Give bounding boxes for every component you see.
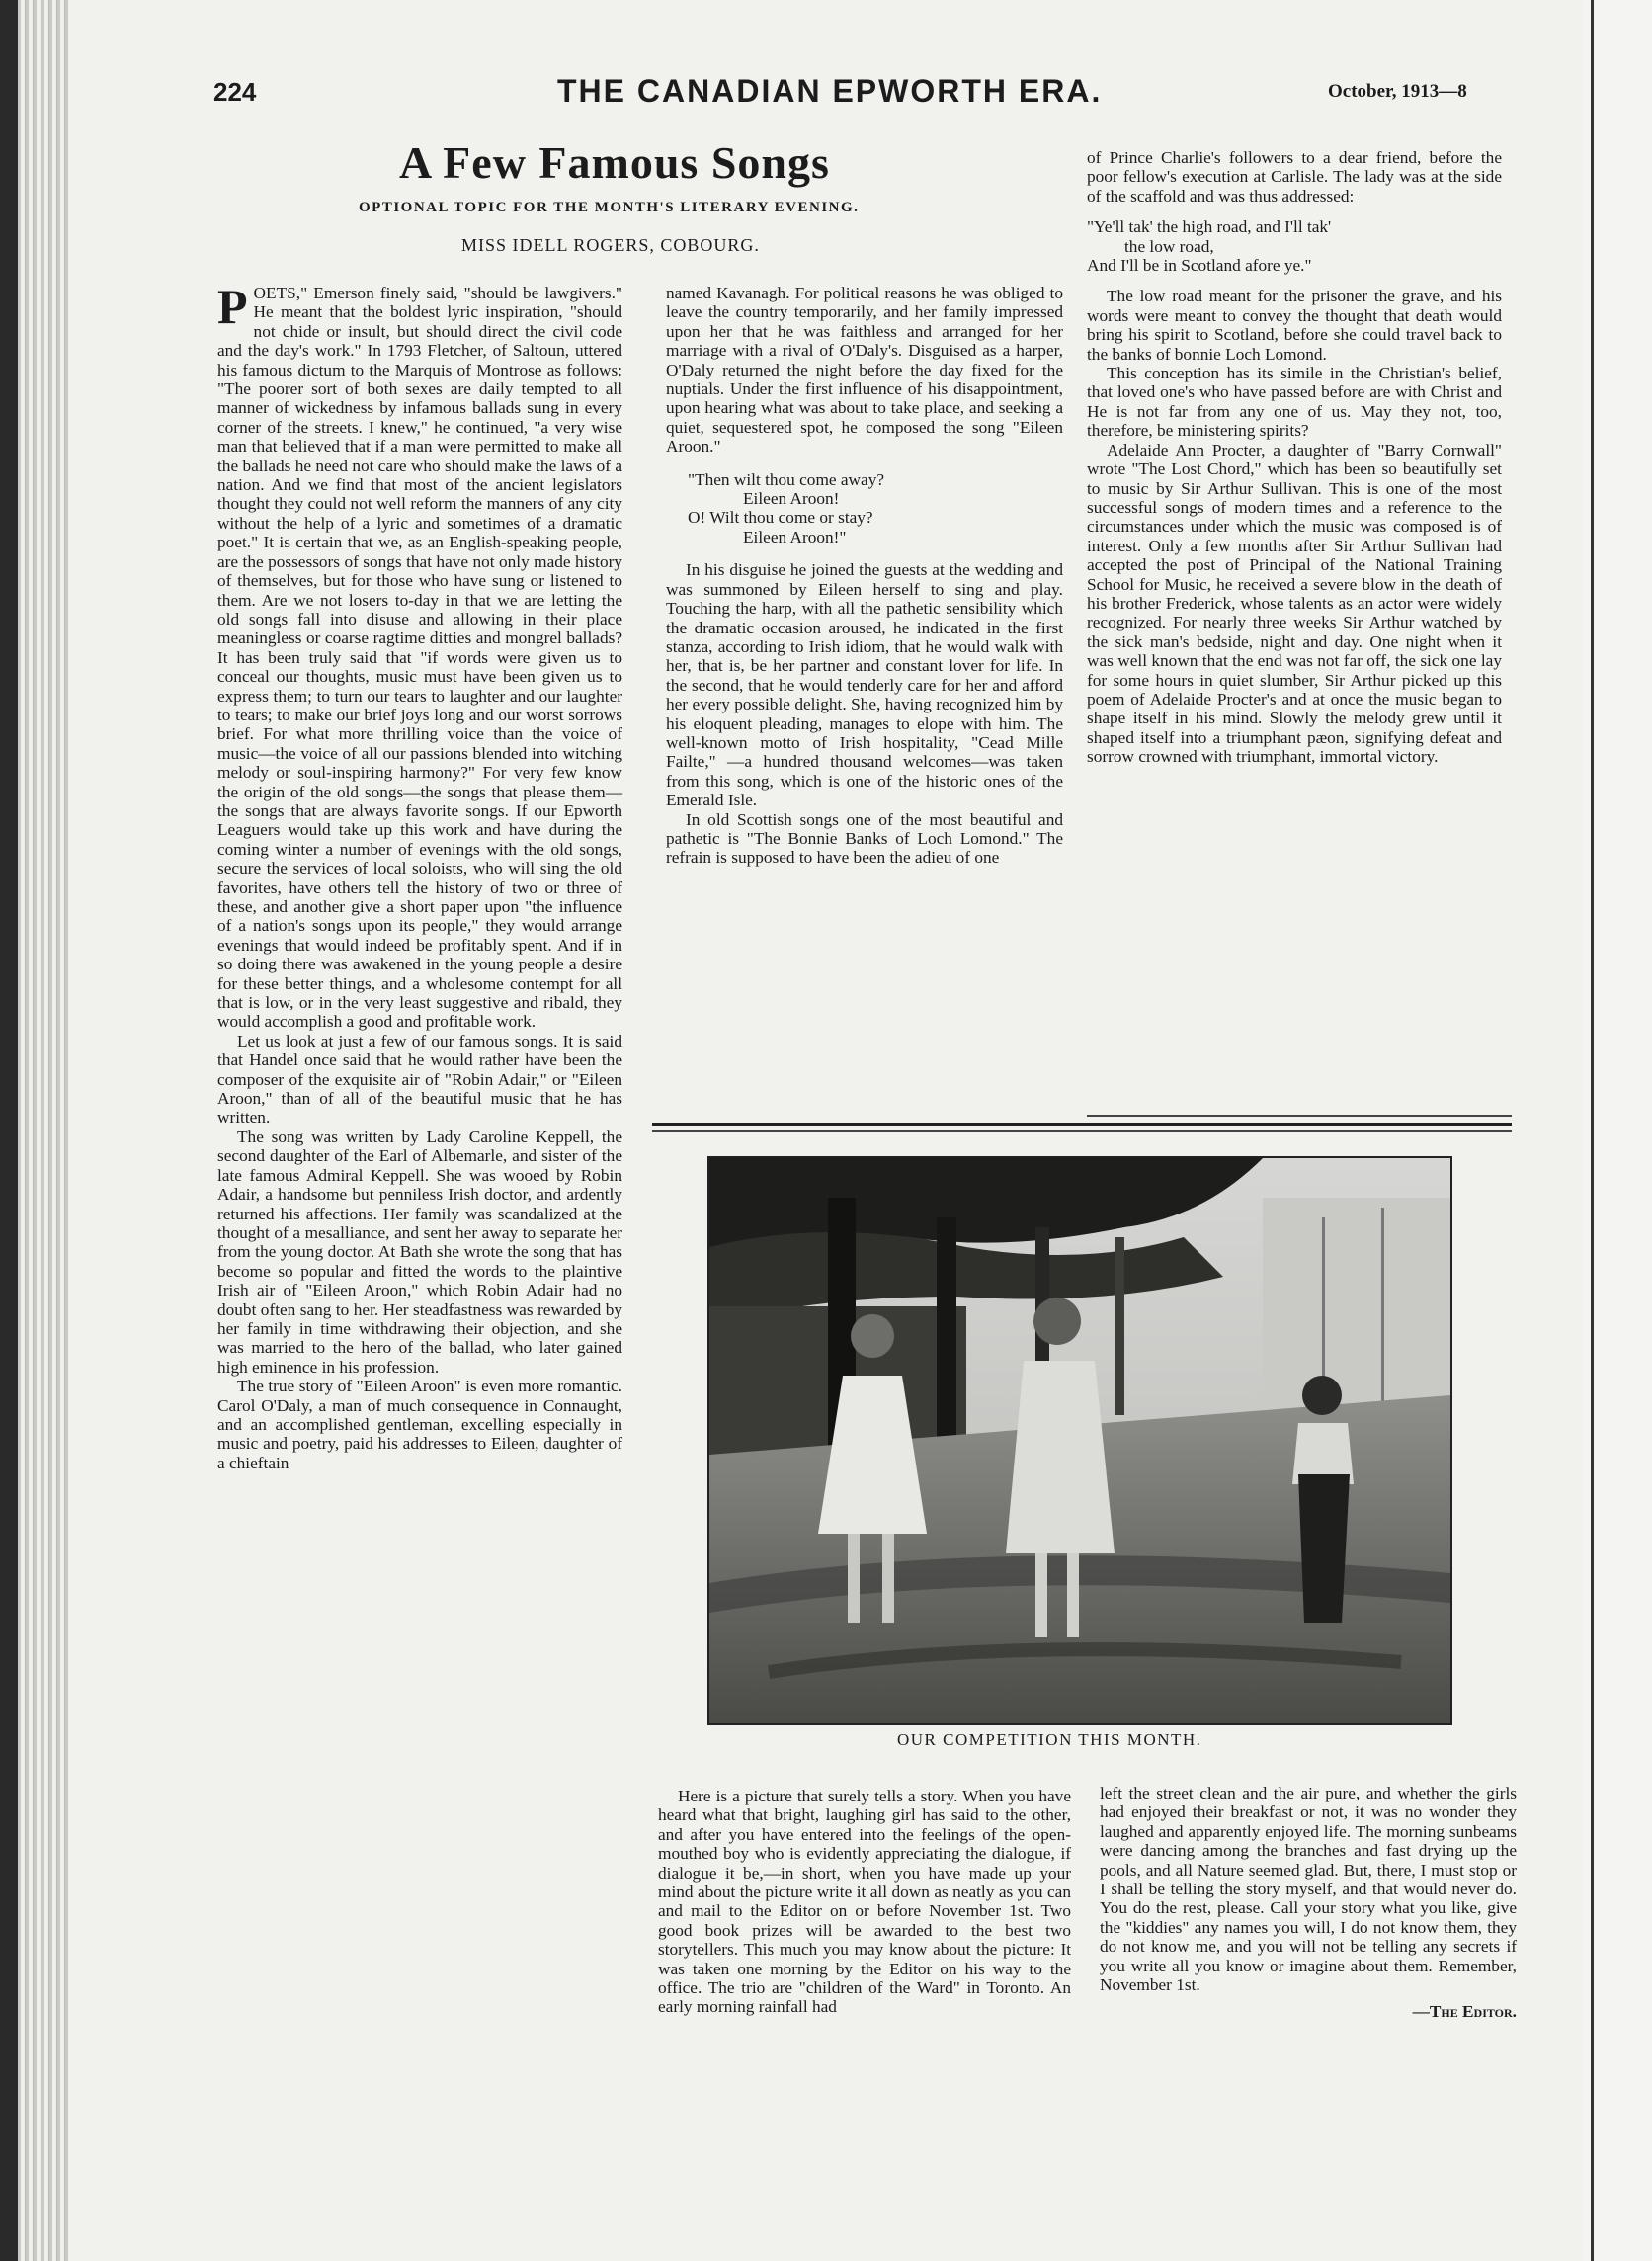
column-4 [658,1787,1071,2017]
editor-signature: —The Editor. [1412,2002,1517,2022]
verse-line: "Ye'll tak' the high road, and I'll tak' [1087,217,1332,237]
verse-line: Eileen Aroon!" [743,527,847,546]
paragraph: This conception has its simile in the Christian's belief, that loved one's who have passed before are with Christ and He is not far from any one of us. May they not, too, therefore, be ministering spirits? [1087,364,1502,441]
verse-loch-lomond [1087,217,1502,275]
verse-line: "Then wilt thou come away? [688,469,885,489]
verse-eileen-aroon [688,470,1063,547]
issue-date: October, 1913—8 [1328,81,1467,102]
paragraph: of Prince Charlie's followers to a dear friend, before the poor fellow's execution at Carlisle. The lady was at the side of the scaffold and was thus addressed: [1087,148,1502,206]
page-number: 224 [213,77,257,107]
paragraph: left the street clean and the air pure, and whether the girls had enjoyed their breakfast or not, it was no wonder they laughed and apparently enjoyed life. The morning sunbeams were dancing among the branches and fast drying up the pools, and all Nature seemed glad. But, there, I must stop or I shall be telling the story myself, and that would never do. You do the rest, please. Call your story what you like, give the "kiddies" any names you will, I do not know them, they do not know me, and you will not be telling any secrets if you write all you know or imagine about them. Remember, November 1st. [1100,1784,1517,1995]
paragraph: named Kavanagh. For political reasons he was obliged to leave the country temporarily, and her family impressed upon her that he was faithless and arranged for her marriage with a rival of O'Daly's. Disguised as a harper, O'Daly returned the night before the day fixed for the nuptials. Under the first influence of his disappointment, upon hearing what was about to take place, and seeking a quiet, sequestered spot, he composed the song "Eileen Aroon." [666,284,1063,457]
street-children-photo [709,1158,1450,1723]
section-divider-thick [652,1123,1512,1126]
drop-cap: P [217,279,248,334]
section-divider-thin [652,1130,1512,1132]
paragraph: In his disguise he joined the guests at the wedding and was summoned by Eileen herself to sing and play. Touching the harp, with all the pathetic sensibility which the dramatic occasion aroused, he indicated in the first stanza, according to Irish idiom, that he would walk with her, that is, be her partner and constant lover for life. In the second, that he would tenderly care for her and afford her every possible delight. She, having recognized him by his eloquent pleading, manages to elope with him. The well-known motto of Irish hospitality, "Cead Mille Failte," —a hundred thousand welcomes—was taken from this song, which is one of the historic ones of the Emerald Isle. [666,560,1063,810]
magazine-title: THE CANADIAN EPWORTH ERA. [557,73,1103,109]
article-subtitle: OPTIONAL TOPIC FOR THE MONTH'S LITERARY EVENING. [359,200,860,215]
paragraph: Adelaide Ann Procter, a daughter of "Barry Cornwall" wrote "The Lost Chord," which has been so beautifully set to music by Sir Arthur Sullivan. This is one of the most successful songs of modern times and a reference to the circumstances under which the music was composed is of interest. Only a few months after Sir Arthur Sullivan had accepted the post of Principal of the National Training School for Music, he received a severe blow in the death of his brother Frederick, whose talents as an actor were widely recognized. For nearly three weeks Sir Arthur watched by the sick man's bedside, night and day. One night when it was well known that the end was not far off, the sick one lay for some hours in quiet slumber, Sir Arthur picked up this poem of Adelaide Procter's and at once the music began to shape itself in his mind. Slowly the melody grew until it shaped itself into a triumphant pæon, signifying defeat and sorrow crowned with triumphant, immortal victory. [1087,440,1502,767]
article-title: A Few Famous Songs [399,137,830,188]
paragraph: Here is a picture that surely tells a story. When you have heard what that bright, laughing girl has said to the other, and after you have entered into the feelings of the open-mouthed boy who is evidently appreciating the dialogue, if dialogue it be,—in short, when you have made up your mind about the picture write it all down as neatly as you can and mail to the Editor on or before November 1st. Two good book prizes will be awarded to the best two storytellers. This much you may know about the picture: It was taken one morning by the Editor on his way to the office. The trio are "children of the Ward" in Toronto. An early morning rainfall had [658,1787,1071,2017]
column-3 [1087,148,1502,767]
paragraph: The song was written by Lady Caroline Keppell, the second daughter of the Earl of Albemarle, and sister of the late famous Admiral Keppell. She was wooed by Robin Adair, a handsome but penniless Irish doctor, and ardently returned his affections. Her family was scandalized at the thought of a mesalliance, and sent her away to separate her from the young doctor. At Bath she wrote the song that has become so popular and fitted the words to the plaintive Irish air of "Eileen Aroon," which Robin Adair had no doubt often sang to her. Her steadfastness was rewarded by her family in time withdrawing their objection, and she was married to the hero of the ballad, who later gained high eminence in his profession. [217,1127,622,1377]
page-stack-edge [18,0,69,2261]
next-page-edge [1583,0,1652,2261]
column-end-rule [1087,1115,1512,1117]
article-author: MISS IDELL ROGERS, COBOURG. [461,235,760,255]
verse-line: the low road, [1124,236,1214,256]
photo-caption: OUR COMPETITION THIS MONTH. [897,1730,1202,1749]
paragraph: In old Scottish songs one of the most beautiful and pathetic is "The Bonnie Banks of Loch Lomond." The refrain is supposed to have been the adieu of one [666,809,1063,868]
column-1 [217,279,622,1472]
column-5 [1100,1784,1517,2022]
paragraph: The true story of "Eileen Aroon" is even more romantic. Carol O'Daly, a man of much consequence in Connaught, and an accomplished gentleman, excelling especially in music and poetry, paid his addresses to Eileen, daughter of a chieftain [217,1377,622,1472]
paragraph: POETS," Emerson finely said, "should be lawgivers." He meant that the boldest lyric inspiration, "should not chide or insult, but should direct the civil code and the day's work." In 1793 Fletcher, of Saltoun, uttered his famous dictum to the Marquis of Montrose as follows: "The poorer sort of both sexes are daily tempted to all manner of wickedness by infamous ballads sung in every corner of the streets. I knew," he continued, "a very wise man that believed that if a man were permitted to make all the ballads he need not care who should make the laws of a nation. And we find that most of the ancient legislators thought they could not well reform the manners of any city without the help of a lyric and sometimes of a dramatic poet." It is certain that we, as an English-speaking people, are the possessors of songs that have not only made history of themselves, but for those who have sung or listened to them. Are we not losers to-day in that we are letting the old songs fall into disuse and allowing in their place meaningless or coarse ragtime ditties and mongrel ballads? It has been truly said that "if words were given us to conceal our thoughts, music must have been given us to express them; to turn our tears to laughter and our laughter to tears; to make our brief joys long and our worst sorrows brief. For what more thrilling voice than the voice of music—the voice of all our passions blended into witching melody or soul-inspiring harmony?" For very few know the origin of the old songs—the songs that please them—the songs that are always favorite songs. If our Epworth Leaguers would take up this work and have during the coming winter a number of evenings with the old songs, secure the services of local soloists, who will sing the old favorites, have others tell the history of two or three of these, and another give a short paper upon "the influence of a nation's songs upon its people," they would arrange evenings that would indeed be profitably spent. And if in so doing there was awakened in the young people a desire for these better things, and a wholesome contempt for all that is low, or in the very least suggestive and ribald, they would accomplish a good and profitable work. [217,279,622,1032]
verse-line: O! Wilt thou come or stay? [688,508,873,528]
paragraph: The low road meant for the prisoner the grave, and his words were meant to convey the thought that death would bring his spirit to Scotland, before she could travel back to the banks of bonnie Loch Lomond. [1087,287,1502,364]
book-spine-shadow [0,0,18,2261]
verse-line: And I'll be in Scotland afore ye." [1087,256,1312,276]
paragraph: Let us look at just a few of our famous songs. It is said that Handel once said that he would rather have been the composer of the exquisite air of "Robin Adair," or "Eileen Aroon," than of all of the beautiful music that he has written. [217,1031,622,1128]
column-2 [666,284,1063,868]
competition-photo [707,1156,1452,1725]
verse-line: Eileen Aroon! [743,489,840,509]
